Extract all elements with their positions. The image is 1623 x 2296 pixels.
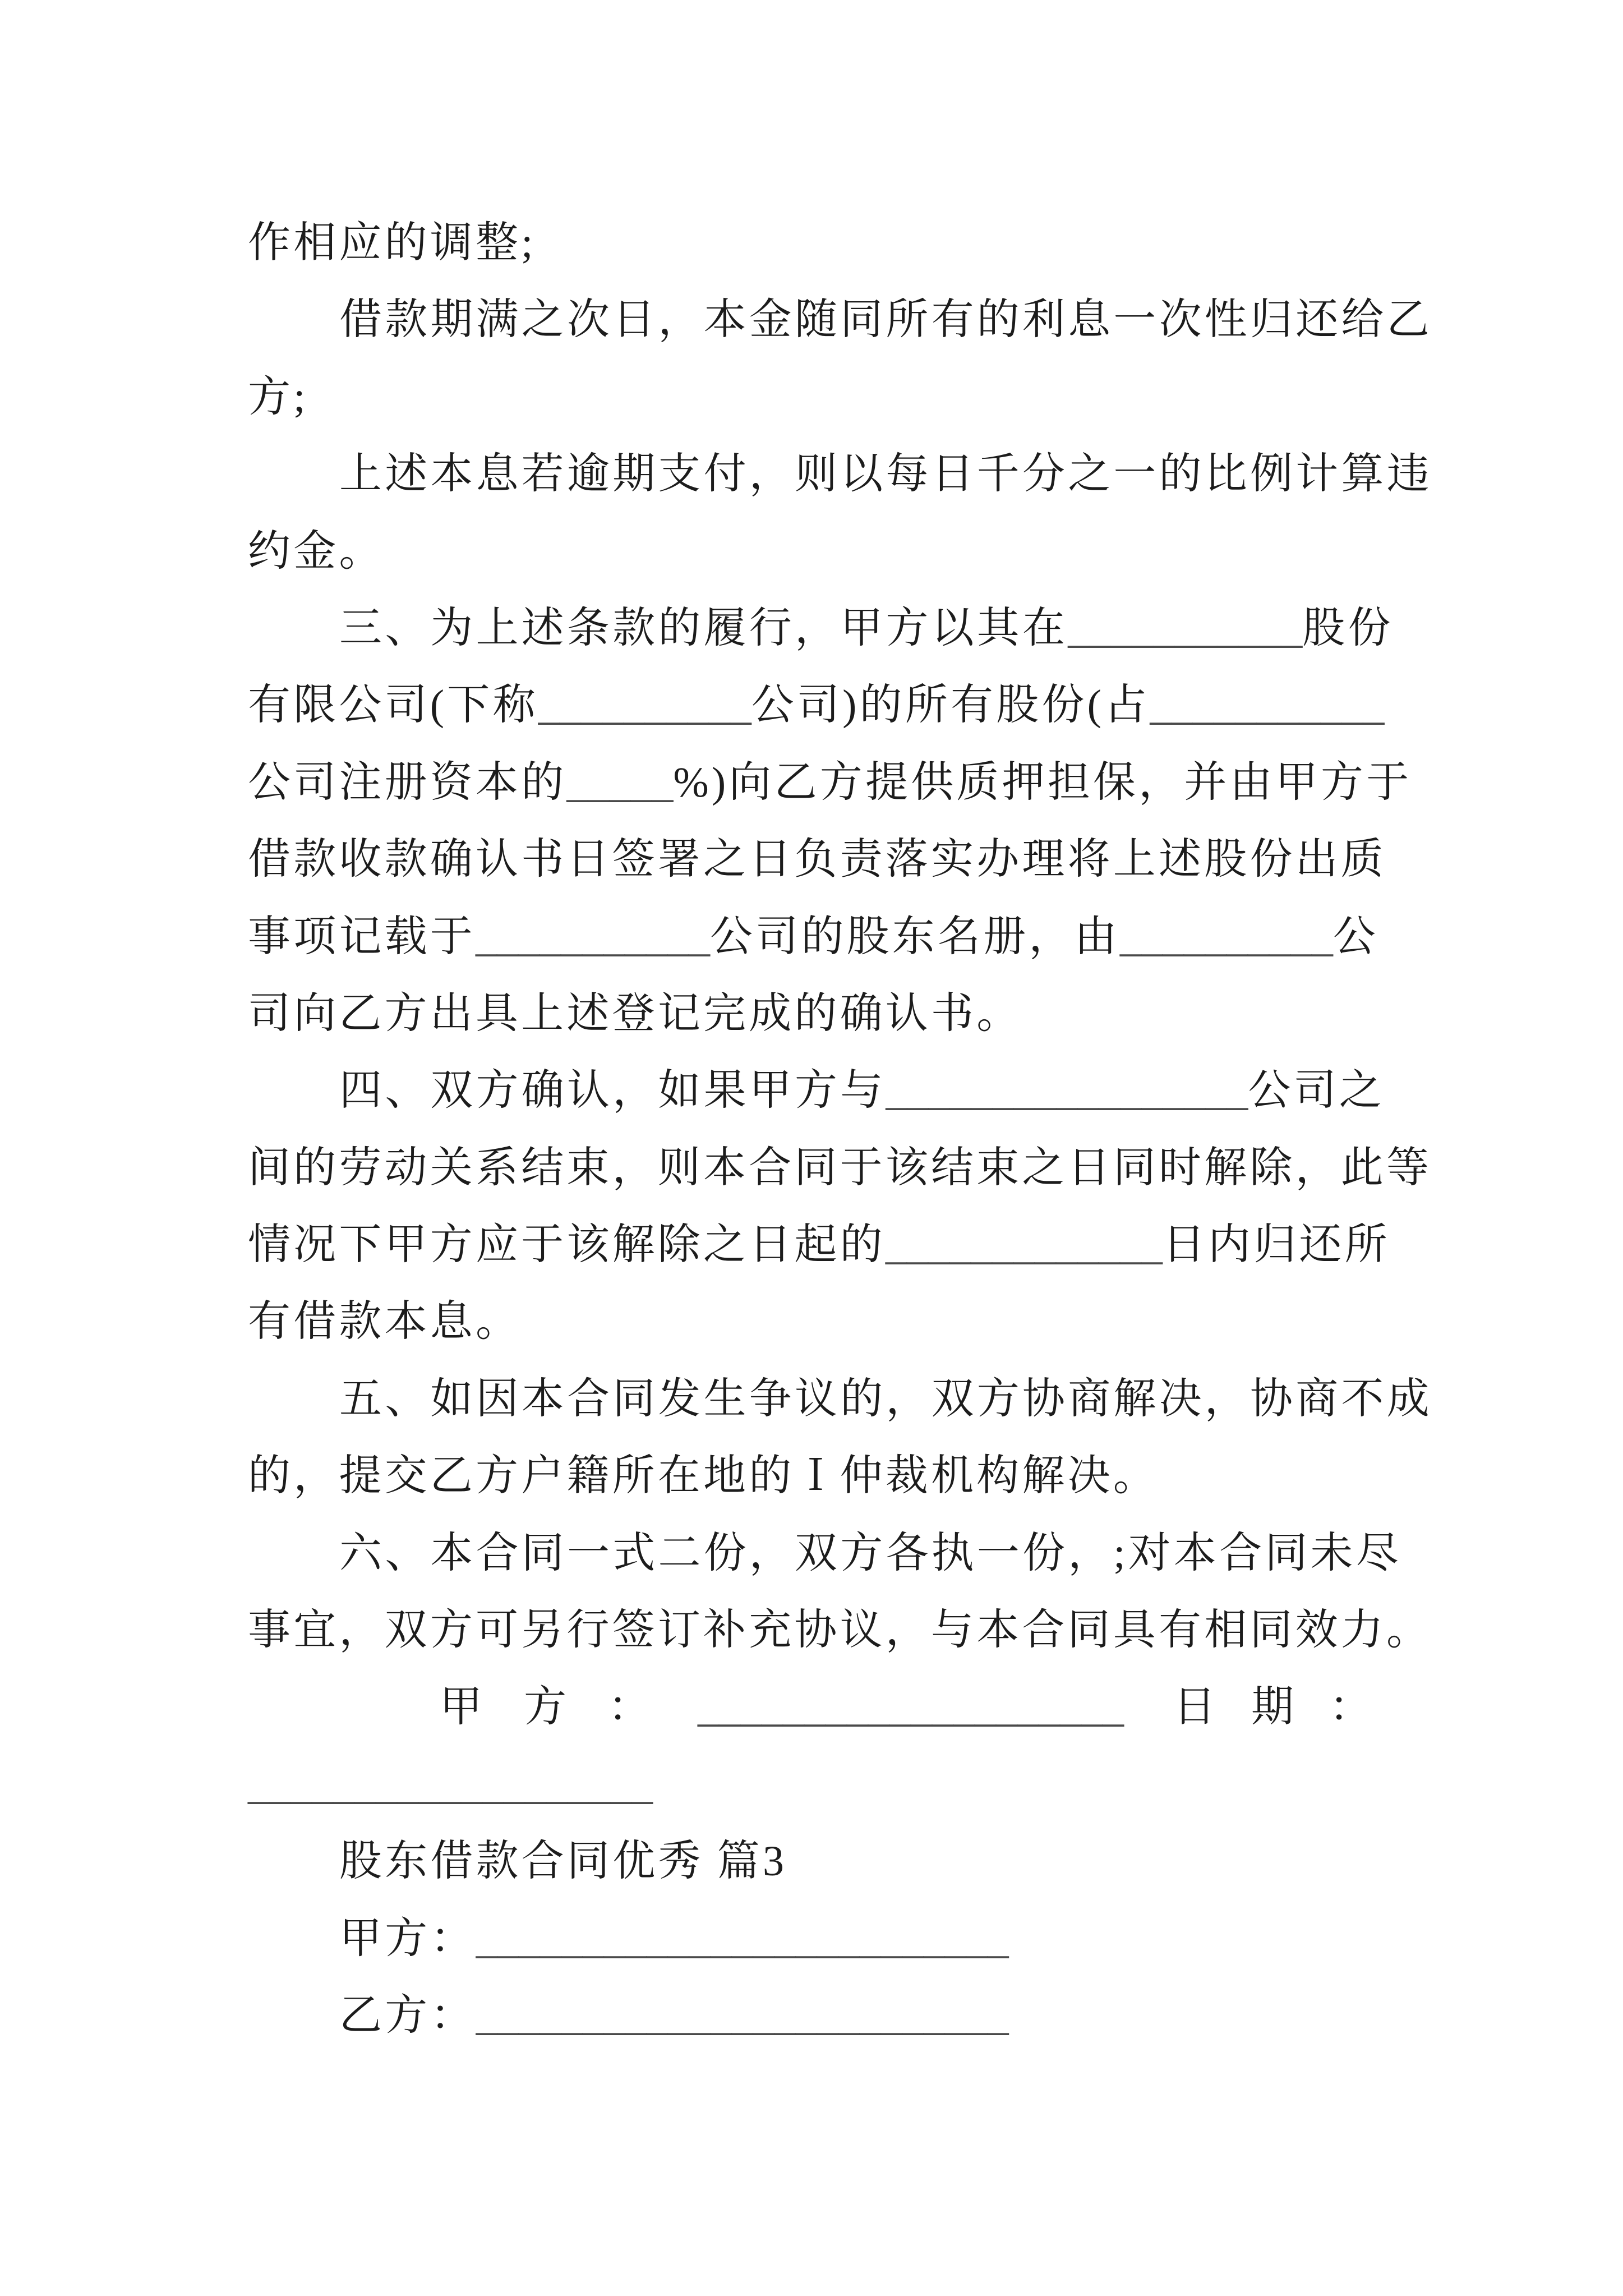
paragraph-line: 四、双方确认，如果甲方与_________________公司之: [339, 1067, 1385, 1115]
paragraph-line: 三、为上述条款的履行，甲方以其在___________股份: [339, 604, 1394, 652]
fill-in-blank: ___________: [1150, 682, 1385, 729]
paragraph-line: 五、如因本合同发生争议的，双方协商解决，协商不成: [339, 1375, 1432, 1423]
signature-row: [0, 1669, 1623, 1746]
paragraph-repayment: [0, 282, 1623, 436]
paragraph-line: 有限公司(下称__________公司)的所有股份(占___________: [248, 682, 1385, 729]
paragraph-line: 借款期满之次日，本金随同所有的利息一次性归还给乙: [339, 296, 1432, 344]
paragraph-line: 公司注册资本的_____%)向乙方提供质押担保，并由甲方于: [248, 758, 1412, 806]
paragraph-line: 上述本息若逾期支付，则以每日千分之一的比例计算违: [339, 450, 1432, 498]
contract-body: [0, 205, 1623, 2054]
party-a-blank: _________________________: [476, 1915, 1009, 1962]
fill-in-blank: _____________: [885, 1221, 1163, 1269]
paragraph-line: 有借款本息。: [248, 1298, 522, 1346]
fill-in-blank: ___________: [1068, 604, 1303, 652]
clause-4-termination: [0, 1052, 1623, 1361]
party-b-blank: _________________________: [476, 1991, 1009, 2039]
date-blank: ___________________: [248, 1760, 653, 1808]
paragraph-line: 六、本合同一式二份，双方各执一份，;对本合同未尽: [339, 1529, 1401, 1577]
party-a-row: [0, 1901, 1623, 1977]
paragraph-line: 事宜，双方可另行签订补充协议，与本合同具有相同效力。: [248, 1607, 1432, 1654]
party-b-label: 乙方：: [339, 1991, 476, 2039]
clause-3-pledge: [0, 590, 1623, 1052]
date-label: 日期：: [1173, 1683, 1407, 1731]
fill-in-blank: _________________: [886, 1067, 1248, 1115]
fill-in-blank: _____: [566, 758, 674, 806]
date-blank-row: [0, 1746, 1623, 1823]
paragraph-penalty: [0, 436, 1623, 590]
paragraph-line: 司向乙方出具上述登记完成的确认书。: [248, 990, 1022, 1037]
fill-in-blank: ___________: [476, 913, 710, 960]
clause-6-copies: [0, 1515, 1623, 1669]
paragraph-line: 间的劳动关系结束，则本合同于该结束之日同时解除，此等: [248, 1144, 1432, 1191]
paragraph-line: 方;: [248, 373, 308, 421]
fill-in-blank: __________: [1119, 913, 1333, 960]
party-a-signature-blank: ____________________: [698, 1683, 1124, 1731]
clause-5-dispute: [0, 1361, 1623, 1515]
paragraph-line: 作相应的调整;: [248, 219, 536, 266]
section-title: 股东借款合同优秀 篇3: [339, 1838, 787, 1885]
paragraph-line: 的，提交乙方户籍所在地的Ｉ仲裁机构解决。: [248, 1452, 1159, 1500]
paragraph-line: 情况下甲方应于该解除之日起的_____________日内归还所: [248, 1221, 1390, 1269]
fill-in-blank: __________: [538, 682, 751, 729]
paragraph-line: 约金。: [248, 527, 385, 575]
paragraph-line: 借款收款确认书日签署之日负责落实办理将上述股份出质: [248, 836, 1386, 884]
party-a-label: 甲方：: [339, 1915, 476, 1962]
party-a-label: 甲方：: [440, 1683, 692, 1731]
paragraph-continuation: [0, 205, 1623, 282]
paragraph-line: 事项记载于___________公司的股东名册，由__________公: [248, 913, 1379, 960]
party-b-row: [0, 1977, 1623, 2054]
